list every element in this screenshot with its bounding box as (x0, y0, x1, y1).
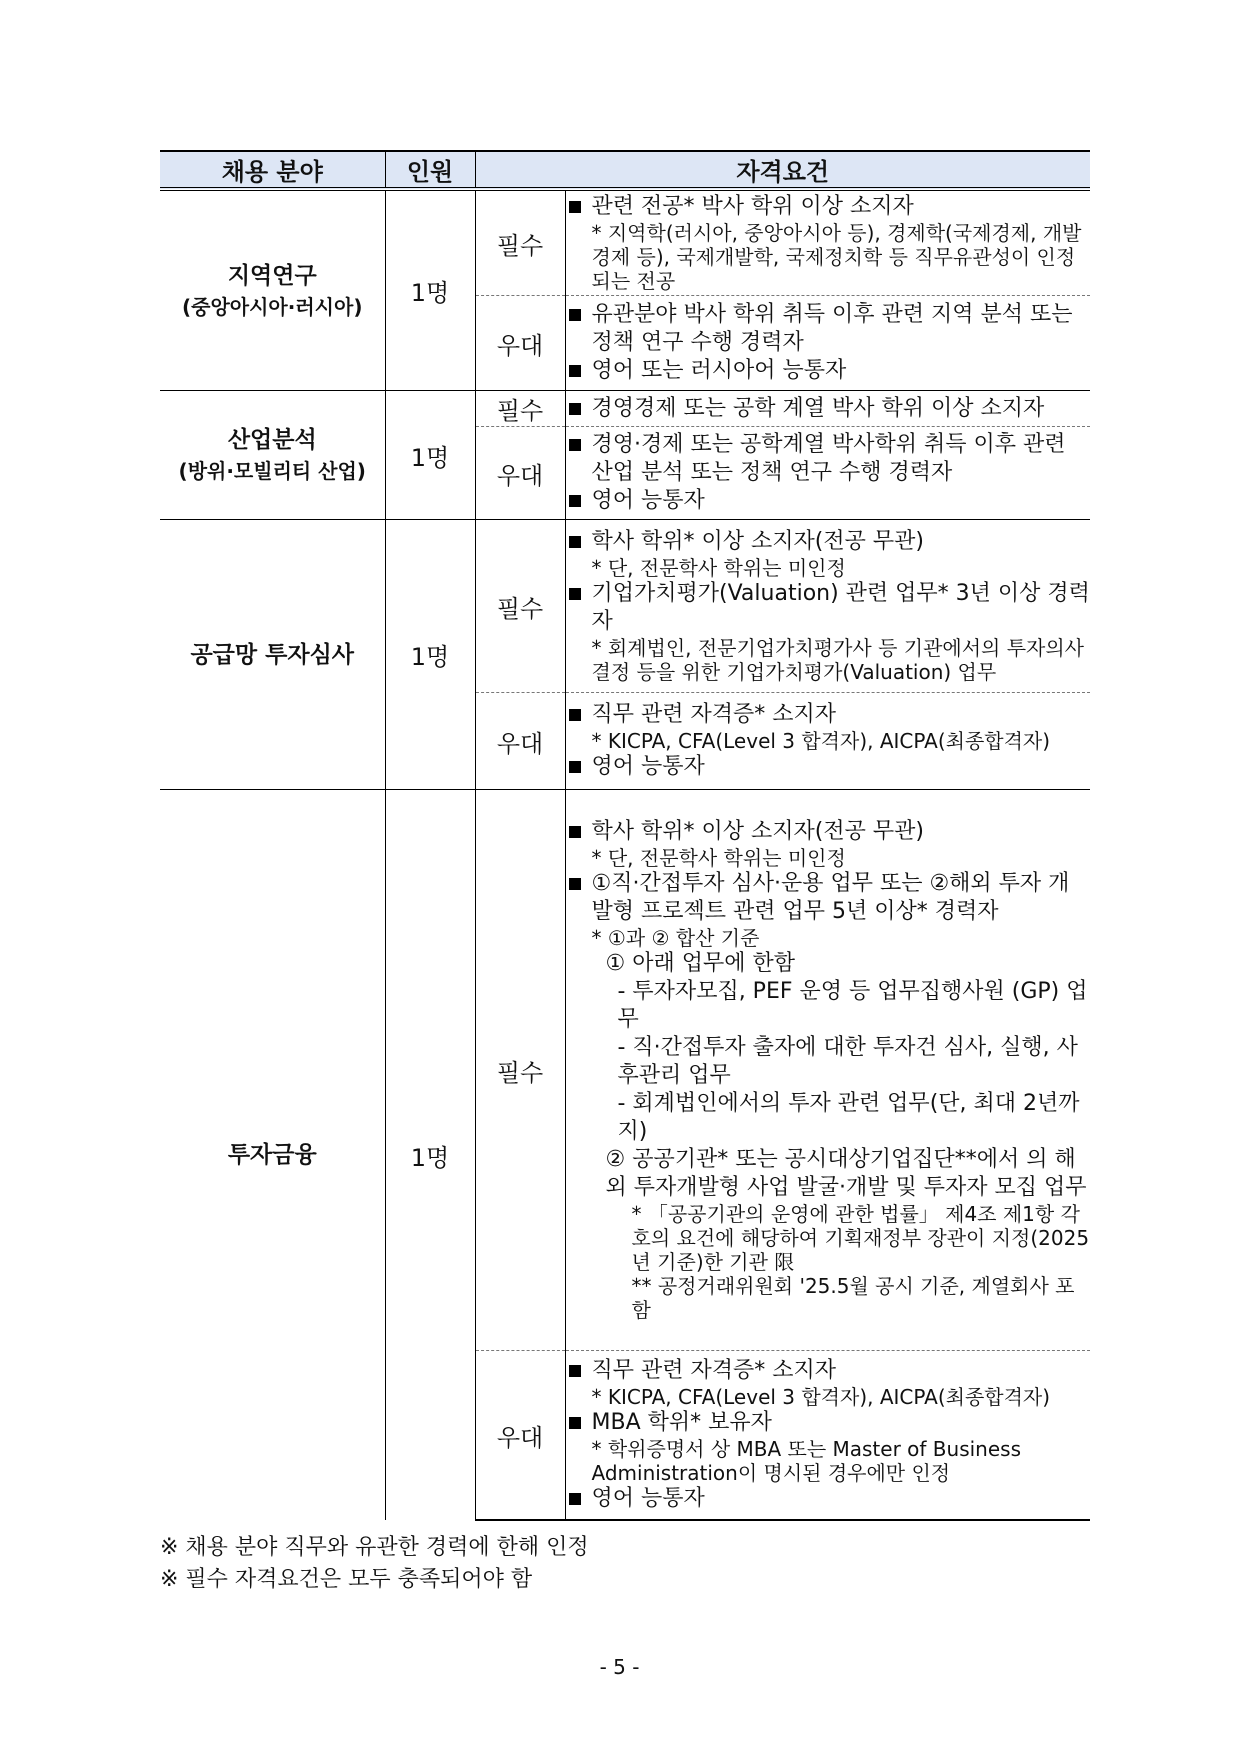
required-cell (565, 189, 1090, 296)
table-row (160, 391, 1090, 427)
note-item: * KICPA, CFA(Level 3 합격자), AICPA(최종합격자) (591, 1385, 1051, 1409)
headcount: 1명 (385, 189, 475, 391)
table-row (160, 520, 1090, 693)
field-cell (160, 790, 385, 1521)
sub-item: ① 아래 업무에 한함 (605, 951, 795, 976)
list-item: 영어 능통자 (566, 753, 1091, 781)
field-sub: (중앙아시아·러시아) (182, 294, 363, 319)
list-item: 직무 관련 자격증* 소지자 (566, 1357, 1091, 1385)
required-label: 필수 (475, 189, 565, 296)
list-item: 유관분야 박사 학위 취득 이후 관련 지역 분석 또는 정책 연구 수행 경력자 (566, 301, 1091, 357)
field-name: 공급망 투자심사 (190, 641, 355, 668)
sub-item: - 투자자모집, PEF 운영 등 업무집행사원 (GP) 업무 (617, 979, 1088, 1032)
preferred-cell (565, 1351, 1090, 1521)
header-count: 인원 (385, 151, 475, 189)
list-item: 영어 또는 러시아어 능통자 (566, 357, 1091, 385)
required-cell (565, 391, 1090, 427)
preferred-cell (565, 693, 1090, 790)
sub-item: - 직·간접투자 출자에 대한 투자건 심사, 실행, 사후관리 업무 (617, 1035, 1078, 1088)
required-label: 필수 (475, 520, 565, 693)
page-number: - 5 - (599, 1655, 640, 1679)
table-row (160, 189, 1090, 296)
preferred-cell (565, 427, 1090, 520)
required-label: 필수 (475, 391, 565, 427)
list-item: 관련 전공* 박사 학위 이상 소지자 (566, 193, 1091, 221)
table-header-row (160, 151, 1090, 189)
note-item: * 단, 전문학사 학위는 미인정 (591, 846, 846, 870)
sub-item: - 회계법인에서의 투자 관련 업무(단, 최대 2년까지) (617, 1091, 1080, 1144)
preferred-label: 우대 (475, 693, 565, 790)
required-cell (565, 520, 1090, 693)
note-item: * KICPA, CFA(Level 3 합격자), AICPA(최종합격자) (591, 729, 1051, 753)
list-item: 경영·경제 또는 공학계열 박사학위 취득 이후 관련 산업 분석 또는 정책 연구 수행 경력자 (566, 431, 1091, 487)
field-cell (160, 391, 385, 520)
field-name: 산업분석 (227, 427, 317, 453)
required-cell (565, 790, 1090, 1351)
list-item: 영어 능통자 (566, 1485, 1091, 1513)
footnote: ※ 채용 분야 직무와 유관한 경력에 한해 인정 (160, 1535, 589, 1560)
field-name: 지역연구 (227, 262, 317, 289)
list-item: 경영경제 또는 공학 계열 박사 학위 이상 소지자 (566, 395, 1091, 423)
preferred-label: 우대 (475, 1351, 565, 1521)
footnotes (160, 1532, 589, 1596)
note-item: * 「공공기관의 운영에 관한 법률」 제4조 제1항 각호의 요건에 해당하여 기획재정부 장관이 지정(2025년 기준)한 기관 限 (631, 1202, 1090, 1274)
preferred-cell (565, 296, 1090, 391)
list-item: 학사 학위* 이상 소지자(전공 무관) (566, 528, 1091, 556)
qualification-table (160, 150, 1090, 1521)
headcount: 1명 (385, 520, 475, 790)
list-item: 학사 학위* 이상 소지자(전공 무관) (566, 818, 1091, 846)
note-item: * 회계법인, 전문기업가치평가사 등 기관에서의 투자의사결정 등을 위한 기업가치평가(Valuation) 업무 (591, 636, 1085, 684)
list-item: ①직·간접투자 심사·운용 업무 또는 ②해외 투자 개발형 프로젝트 관련 업무 5년 이상* 경력자 (566, 870, 1091, 926)
field-sub: (방위·모빌리티 산업) (178, 459, 366, 483)
headcount: 1명 (385, 790, 475, 1521)
list-item: 영어 능통자 (566, 487, 1091, 515)
headcount: 1명 (385, 391, 475, 520)
table-row (160, 790, 1090, 1351)
preferred-label: 우대 (475, 296, 565, 391)
field-name: 투자금융 (227, 1142, 317, 1168)
list-item: 기업가치평가(Valuation) 관련 업무* 3년 이상 경력자 (566, 580, 1091, 636)
sub-item: ② 공공기관* 또는 공시대상기업집단**에서 의 해외 투자개발형 사업 발굴·개발 및 투자자 모집 업무 (605, 1147, 1087, 1200)
note-item: * 학위증명서 상 MBA 또는 Master of Business Administration이 명시된 경우에만 인정 (591, 1437, 1021, 1485)
note-item: * 지역학(러시아, 중앙아시아 등), 경제학(국제경제, 개발경제 등), 국제개발학, 국제정치학 등 직무유관성이 인정되는 전공 (591, 221, 1082, 293)
field-cell (160, 520, 385, 790)
required-label: 필수 (475, 790, 565, 1351)
header-qualification: 자격요건 (475, 151, 1090, 189)
note-item: * 단, 전문학사 학위는 미인정 (591, 556, 846, 580)
note-item: ** 공정거래위원회 '25.5월 공시 기준, 계열회사 포함 (631, 1274, 1075, 1322)
preferred-label: 우대 (475, 427, 565, 520)
list-item: MBA 학위* 보유자 (566, 1409, 1091, 1437)
header-field: 채용 분야 (160, 151, 385, 189)
note-item: * ①과 ② 합산 기준 (591, 926, 760, 950)
field-cell (160, 189, 385, 391)
list-item: 직무 관련 자격증* 소지자 (566, 701, 1091, 729)
footnote: ※ 필수 자격요건은 모두 충족되어야 함 (160, 1567, 533, 1592)
